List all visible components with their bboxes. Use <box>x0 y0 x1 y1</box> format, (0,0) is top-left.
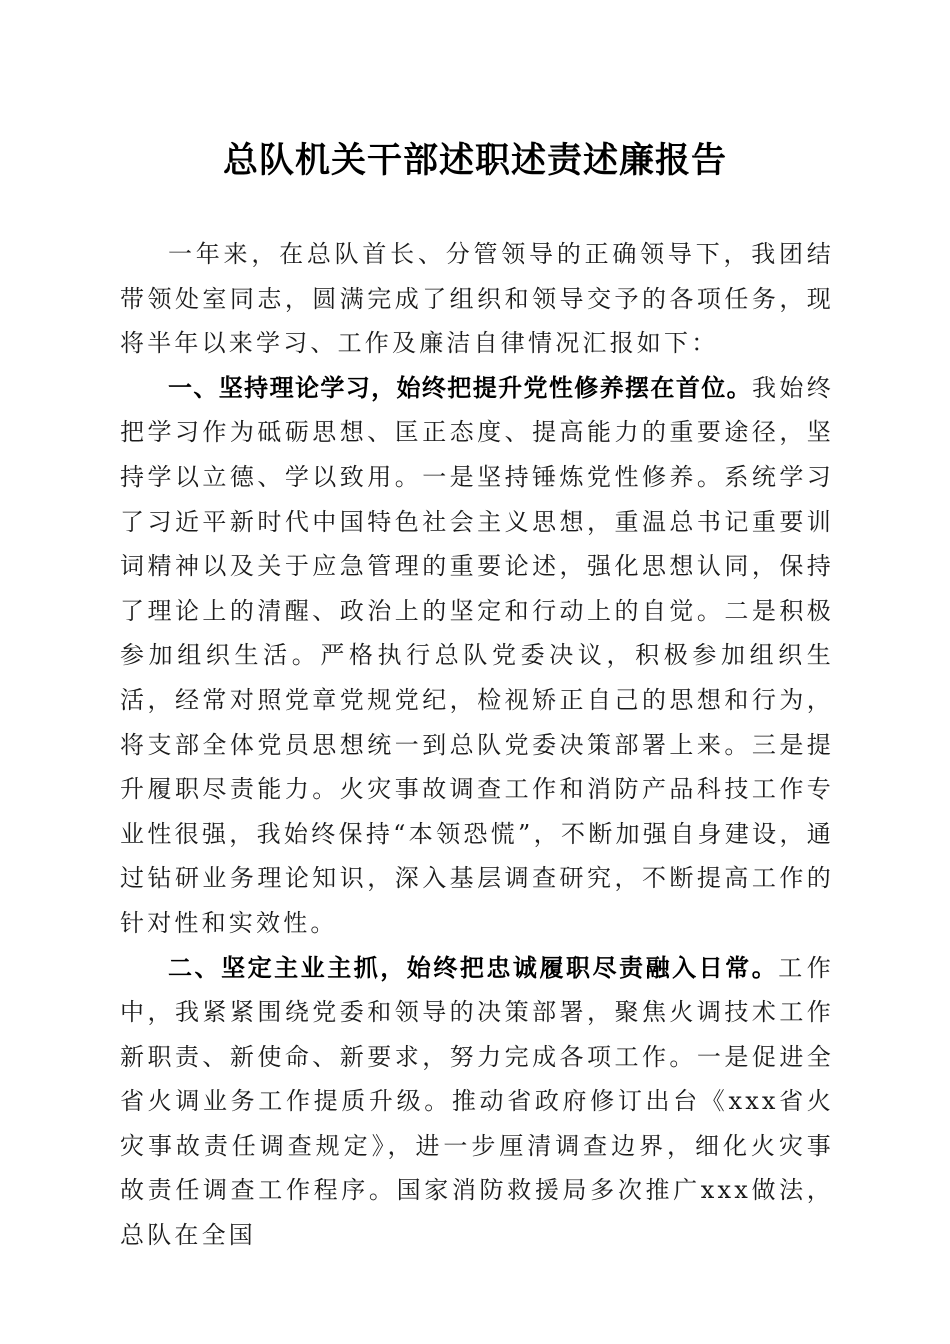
paragraph-intro-text: 一年来，在总队首长、分管领导的正确领导下，我团结带领处室同志，圆满完成了组织和领导交予的各项任务，现将半年以来学习、工作及廉洁自律情况汇报如下： <box>120 240 834 358</box>
paragraph-intro <box>120 232 834 366</box>
section-1-heading: 一、坚持理论学习，始终把提升党性修养摆在首位。 <box>168 373 752 402</box>
section-1-text: 我始终把学习作为砥砺思想、匡正态度、提高能力的重要途径，坚持学以立德、学以致用。一是坚持锤炼党性修养。系统学习了习近平新时代中国特色社会主义思想，重温总书记重要训词精神以及关于应急管理的重要论述，强化思想认同，保持了理论上的清醒、政治上的坚定和行动上的自觉。二是积极参加组织生活。严格执行总队党委决议，积极参加组织生活，经常对照党章党规党纪，检视矫正自己的思想和行为，将支部全体党员思想统一到总队党委决策部署上来。三是提升履职尽责能力。火灾事故调查工作和消防产品科技工作专业性很强，我始终保持“本领恐慌”，不断加强自身建设，通过钻研业务理论知识，深入基层调查研究，不断提高工作的针对性和实效性。 <box>120 373 834 937</box>
document-body <box>120 232 834 1258</box>
section-2-heading: 二、坚定主业主抓，始终把忠诚履职尽责融入日常。 <box>168 953 779 982</box>
section-2-text: 工作中，我紧紧围绕党委和领导的决策部署，聚焦火调技术工作新职责、新使命、新要求，努力完成各项工作。一是促进全省火调业务工作提质升级。推动省政府修订出台《xxx省火灾事故责任调查规定》，进一步厘清调查边界，细化火灾事故责任调查工作程序。国家消防救援局多次推广xxx做法，总队在全国 <box>120 953 834 1250</box>
paragraph-section-1 <box>120 366 834 946</box>
document-title: 总队机关干部述职述责述廉报告 <box>222 140 727 181</box>
paragraph-section-2 <box>120 946 834 1258</box>
